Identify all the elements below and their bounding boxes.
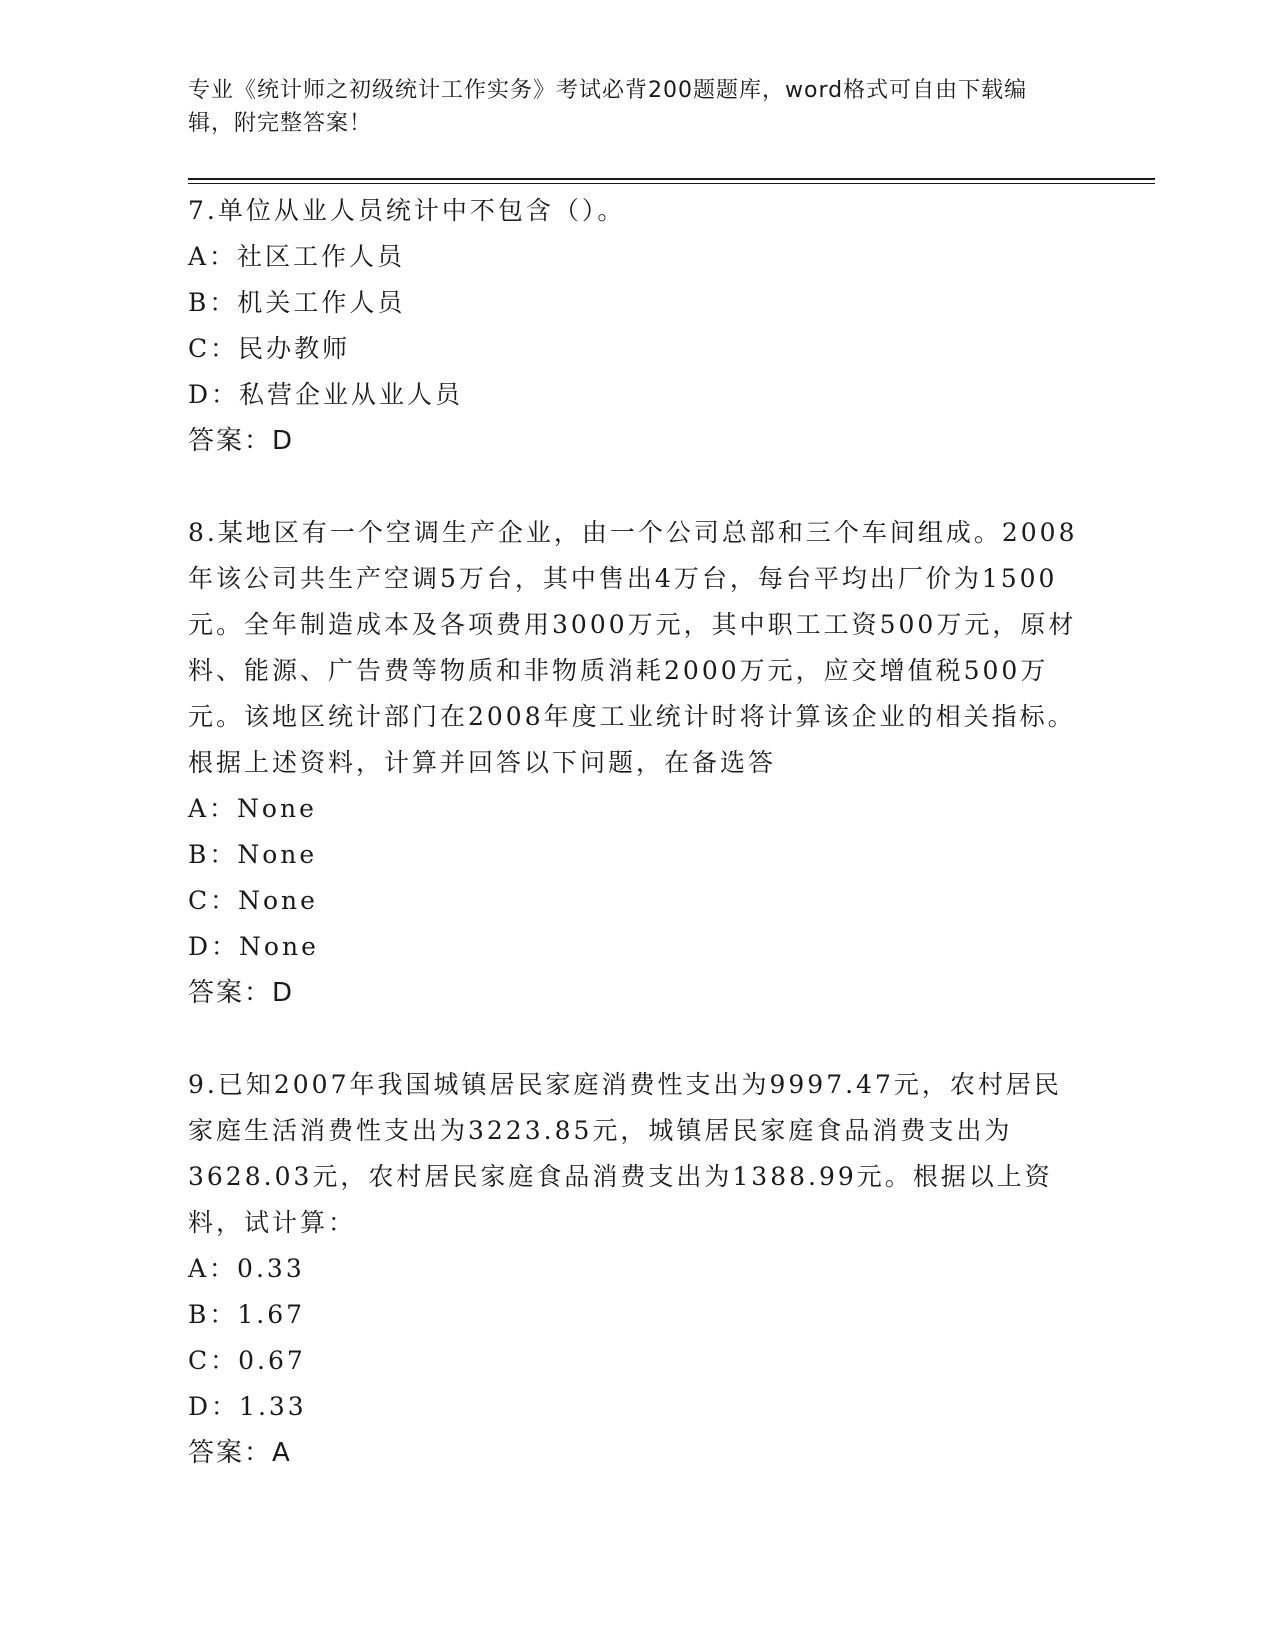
option-c: C：None bbox=[188, 886, 318, 915]
question-9 bbox=[188, 1062, 1088, 1476]
option-b: B：1.67 bbox=[188, 1300, 306, 1329]
option-d: D：私营企业从业人员 bbox=[188, 380, 464, 409]
header-divider-thin bbox=[188, 183, 1155, 184]
answer-line: 答案：D bbox=[188, 978, 295, 1008]
question-7 bbox=[188, 188, 1088, 464]
option-c: C：民办教师 bbox=[188, 334, 351, 363]
question-stem: 9.已知2007年我国城镇居民家庭消费性支出为9997.47元，农村居民家庭生活消费性支出为3223.85元，城镇居民家庭食品消费支出为3628.03元，农村居民家庭食品消费支出为1388.99元。根据以上资料，试计算： bbox=[188, 1070, 1062, 1237]
header-divider-thick bbox=[188, 178, 1155, 180]
document-header: 专业《统计师之初级统计工作实务》考试必背200题题库，word格式可自由下载编辑，附完整答案！ bbox=[188, 78, 1028, 136]
question-list bbox=[188, 188, 1088, 1476]
question-stem: 7.单位从业人员统计中不包含（）。 bbox=[188, 196, 626, 225]
option-c: C：0.67 bbox=[188, 1346, 306, 1375]
option-d: D：1.33 bbox=[188, 1392, 307, 1421]
option-b: B：None bbox=[188, 840, 318, 869]
option-a: A：None bbox=[188, 794, 317, 823]
option-a: A：社区工作人员 bbox=[188, 242, 406, 271]
option-a: A：0.33 bbox=[188, 1254, 305, 1283]
question-8 bbox=[188, 510, 1088, 1016]
option-d: D：None bbox=[188, 932, 319, 961]
answer-line: 答案：D bbox=[188, 426, 295, 456]
option-b: B：机关工作人员 bbox=[188, 288, 406, 317]
answer-line: 答案：A bbox=[188, 1438, 292, 1468]
question-stem: 8.某地区有一个空调生产企业，由一个公司总部和三个车间组成。2008年该公司共生产空调5万台，其中售出4万台，每台平均出厂价为1500元。全年制造成本及各项费用3000万元，其中职工工资500万元，原材料、能源、广告费等物质和非物质消耗2000万元，应交增值税500万元。该地区统计部门在2008年度工业统计时将计算该企业的相关指标。根据上述资料，计算并回答以下问题，在备选答 bbox=[188, 518, 1078, 777]
question-spacer bbox=[188, 1016, 1088, 1062]
question-spacer bbox=[188, 464, 1088, 510]
